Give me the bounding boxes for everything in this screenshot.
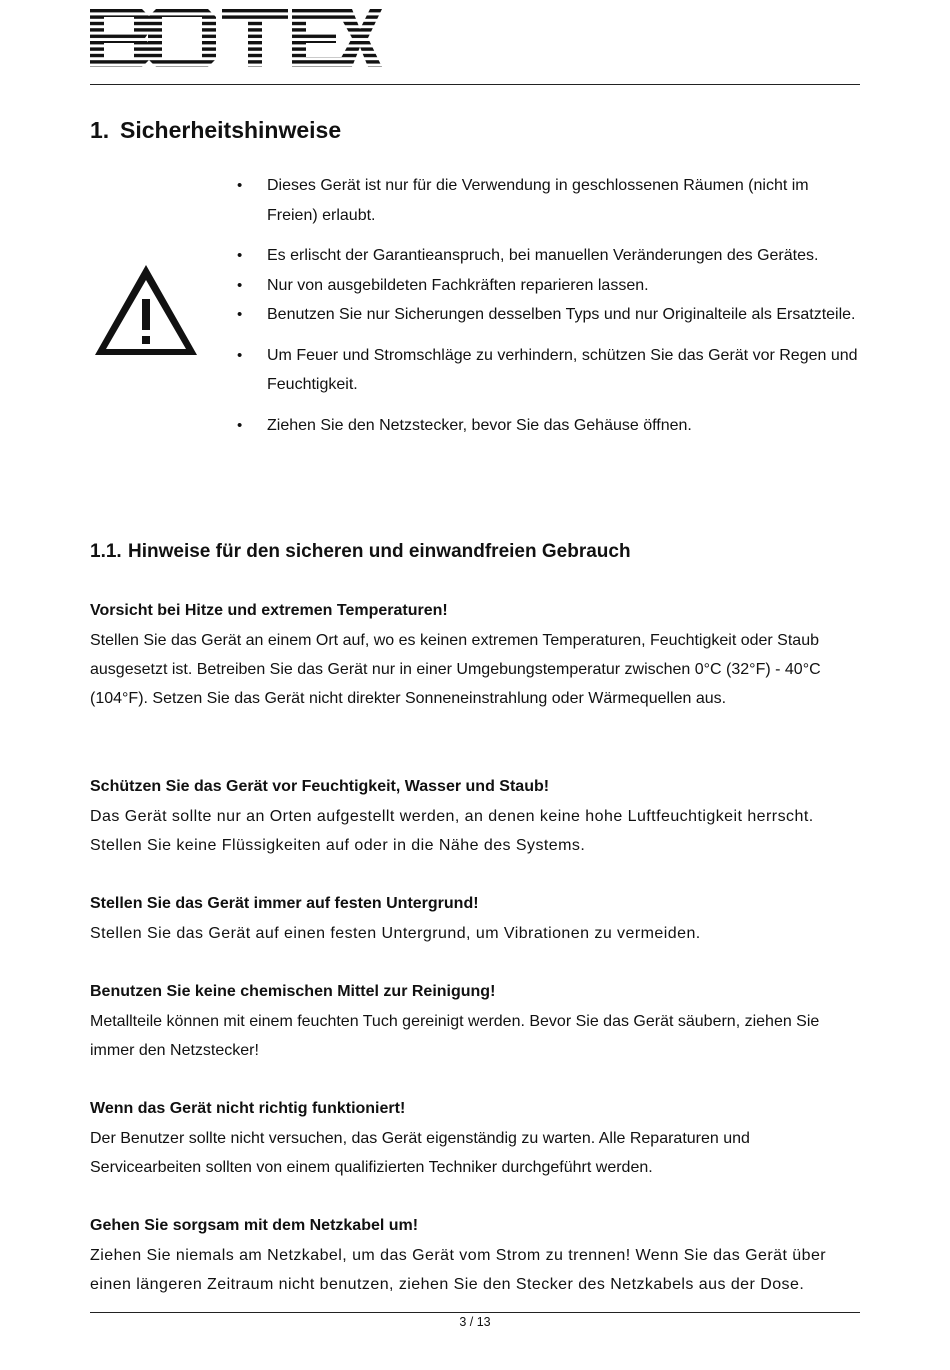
section-1-1-title: Hinweise für den sicheren und einwandfreien Gebrauch <box>128 541 631 562</box>
warning-triangle-icon <box>92 262 200 358</box>
section-1-heading <box>90 117 341 144</box>
botex-logo <box>90 9 382 67</box>
block-text: Stellen Sie das Gerät an einem Ort auf, wo es keinen extremen Temperaturen, Feuchtigkeit oder Staub ausgesetzt ist. Betreiben Sie das Gerät nur in einer Umgebungstemperatur zwischen 0°C (32°F) - 40°C (104°F). Setzen Sie das Gerät nicht direkter Sonneneinstrahlung oder Wärmequellen aus. <box>90 631 821 707</box>
footer-rule <box>90 1312 860 1313</box>
surface-block <box>90 889 860 948</box>
section-1-1-heading <box>90 541 631 563</box>
power-cable-block <box>90 1211 860 1299</box>
section-1-number: 1. <box>90 117 110 143</box>
block-text: Das Gerät sollte nur an Orten aufgestellt werden, an denen keine hohe Luftfeuchtigkeit herrscht. Stellen Sie keine Flüssigkeiten auf oder in die Nähe des Systems. <box>90 807 814 854</box>
block-heading: Wenn das Gerät nicht richtig funktioniert! <box>90 1100 406 1117</box>
section-1-1-number: 1.1. <box>90 541 122 562</box>
cleaning-block <box>90 977 860 1065</box>
list-item: • Ziehen Sie den Netzstecker, bevor Sie das Gehäuse öffnen. <box>236 411 861 441</box>
malfunction-block <box>90 1094 860 1182</box>
list-item: • Nur von ausgebildeten Fachkräften reparieren lassen. <box>236 271 861 301</box>
block-heading: Vorsicht bei Hitze und extremen Temperaturen! <box>90 602 448 619</box>
block-text: Metallteile können mit einem feuchten Tuch gereinigt werden. Bevor Sie das Gerät säubern, ziehen Sie immer den Netzstecker! <box>90 1012 820 1059</box>
header-rule <box>90 84 860 85</box>
section-1-title: Sicherheitshinweise <box>120 117 342 143</box>
block-text: Der Benutzer sollte nicht versuchen, das Gerät eigenständig zu warten. Alle Reparaturen und Servicearbeiten sollten von einem qualifizierten Techniker durchgeführt werden. <box>90 1129 750 1176</box>
moisture-block <box>90 772 860 860</box>
block-heading: Stellen Sie das Gerät immer auf festen Untergrund! <box>90 895 479 912</box>
block-text: Ziehen Sie niemals am Netzkabel, um das Gerät vom Strom zu trennen! Wenn Sie das Gerät über einen längeren Zeitraum nicht benutzen, ziehen Sie den Stecker des Netzkabels aus der Dose. <box>90 1246 827 1293</box>
safety-list <box>236 171 861 440</box>
list-item: • Dieses Gerät ist nur für die Verwendung in geschlossenen Räumen (nicht im Freien) erlaubt. <box>236 171 861 230</box>
heat-block <box>90 596 860 713</box>
list-item: • Es erlischt der Garantieanspruch, bei manuellen Veränderungen des Gerätes. <box>236 241 861 271</box>
block-heading: Benutzen Sie keine chemischen Mittel zur Reinigung! <box>90 983 496 1000</box>
list-item: • Benutzen Sie nur Sicherungen desselben Typs und nur Originalteile als Ersatzteile. <box>236 300 861 330</box>
block-heading: Gehen Sie sorgsam mit dem Netzkabel um! <box>90 1217 419 1234</box>
list-item: • Um Feuer und Stromschläge zu verhindern, schützen Sie das Gerät vor Regen und Feuchtigkeit. <box>236 341 861 400</box>
block-heading: Schützen Sie das Gerät vor Feuchtigkeit, Wasser und Staub! <box>90 778 550 795</box>
block-text: Stellen Sie das Gerät auf einen festen Untergrund, um Vibrationen zu vermeiden. <box>90 924 701 942</box>
page-number: 3 / 13 <box>459 1315 491 1329</box>
